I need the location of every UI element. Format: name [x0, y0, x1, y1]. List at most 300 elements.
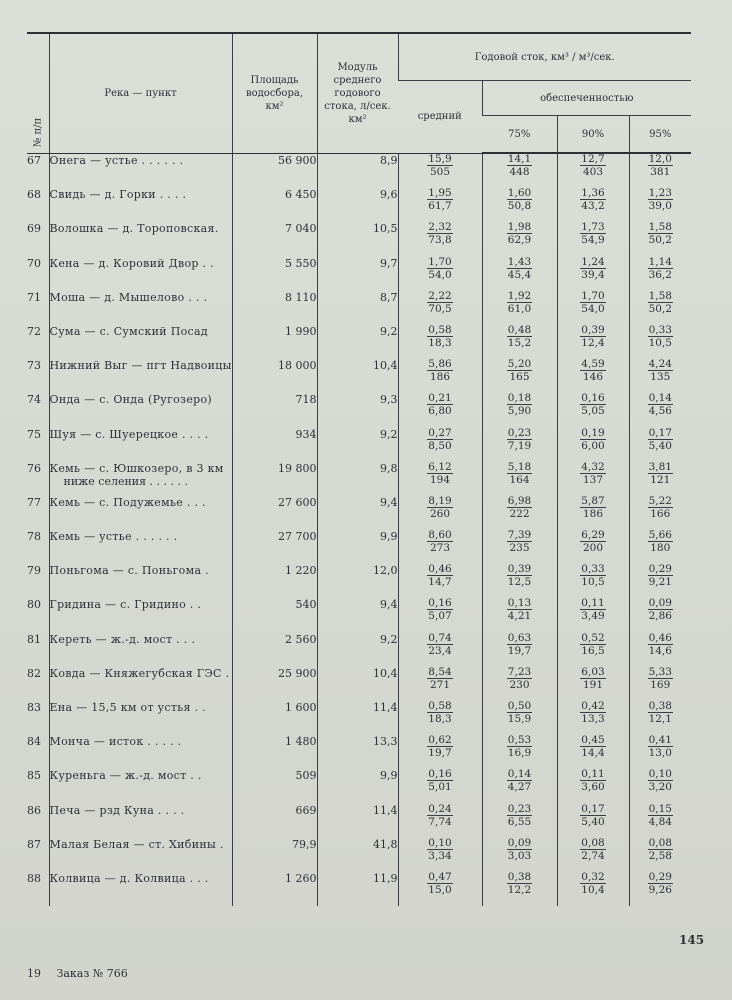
- row-number: 76: [27, 461, 41, 475]
- volume-km3: 1,14: [648, 255, 672, 268]
- discharge-m3s: 10,4: [581, 883, 605, 896]
- mean-cell: [398, 496, 482, 530]
- row-number: 68: [27, 188, 41, 202]
- volume-km3: 0,29: [648, 563, 672, 576]
- discharge-m3s: 45,4: [507, 268, 532, 281]
- river-point: Ена — 15,5 км от устья . .: [49, 701, 206, 714]
- discharge-m3s: 36,2: [648, 268, 672, 281]
- fraction: [580, 564, 605, 587]
- header-river: Река — пункт: [49, 33, 232, 153]
- discharge-m3s: 12,5: [507, 576, 532, 589]
- module-cell: 9,2: [317, 428, 398, 462]
- p95-cell: [629, 701, 691, 735]
- fraction: [580, 257, 605, 280]
- discharge-m3s: 50,2: [648, 234, 672, 247]
- p95-cell: [629, 291, 691, 325]
- fraction: [580, 838, 605, 861]
- fraction: [427, 291, 452, 314]
- volume-km3: 0,62: [428, 734, 452, 747]
- module-cell: 11,4: [317, 701, 398, 735]
- fraction: [648, 667, 673, 690]
- river-point: Онега — устье . . . . . .: [49, 154, 184, 167]
- discharge-m3s: 12,4: [581, 336, 605, 349]
- fraction: [427, 735, 452, 758]
- fraction: [427, 667, 452, 690]
- header-module: Модуль среднего годового стока, л/сек. км²: [317, 33, 398, 153]
- area-cell: 25 900: [232, 667, 317, 701]
- p95-cell: [629, 769, 691, 803]
- row-number: 70: [27, 256, 41, 270]
- river-point: Ковда — Княжегубская ГЭС .: [49, 666, 230, 680]
- p75-cell: [482, 598, 557, 632]
- volume-km3: 1,43: [507, 255, 532, 268]
- discharge-m3s: 5,01: [428, 781, 452, 794]
- fraction: [580, 359, 605, 382]
- volume-km3: 4,24: [648, 358, 672, 371]
- volume-km3: 5,18: [507, 460, 532, 473]
- table-row: [27, 667, 691, 701]
- fraction: [580, 633, 605, 656]
- volume-km3: 0,38: [507, 870, 532, 883]
- volume-km3: 0,38: [648, 700, 672, 712]
- mean-cell: [398, 701, 482, 735]
- row-number: 78: [27, 530, 41, 544]
- discharge-m3s: 186: [429, 371, 451, 384]
- fraction: [507, 291, 532, 314]
- volume-km3: 5,33: [648, 665, 672, 678]
- p75-cell: [482, 701, 557, 735]
- volume-km3: 0,23: [507, 426, 532, 439]
- p90-cell: [557, 428, 629, 462]
- river-cell: [49, 188, 232, 222]
- discharge-m3s: 3,49: [581, 610, 605, 623]
- p90-cell: [557, 769, 629, 803]
- area-cell: 27 700: [232, 530, 317, 564]
- table-row: [27, 393, 691, 427]
- table-row: [27, 564, 691, 598]
- discharge-m3s: 4,56: [648, 405, 672, 418]
- river-cell: [49, 701, 232, 735]
- river-point: Малая Белая — ст. Хибины .: [49, 837, 224, 851]
- discharge-m3s: 12,2: [507, 883, 532, 896]
- volume-km3: 0,32: [581, 870, 605, 883]
- volume-km3: 2,22: [428, 289, 452, 302]
- volume-km3: 0,23: [507, 802, 532, 815]
- volume-km3: 0,52: [581, 631, 605, 644]
- p75-cell: [482, 188, 557, 222]
- p95-cell: [629, 872, 691, 906]
- fraction: [580, 325, 605, 348]
- discharge-m3s: 54,9: [581, 234, 605, 247]
- fraction: [648, 564, 673, 587]
- volume-km3: 5,22: [648, 494, 672, 507]
- volume-km3: 0,14: [648, 392, 672, 405]
- fraction: [580, 462, 605, 485]
- row-number: 81: [27, 632, 41, 646]
- mean-cell: [398, 598, 482, 632]
- river-cell: [49, 257, 232, 291]
- river-point: Шуя — с. Шуерецкое . . . .: [49, 427, 209, 441]
- mean-cell: [398, 359, 482, 393]
- volume-km3: 1,92: [507, 289, 532, 302]
- volume-km3: 1,95: [428, 187, 452, 200]
- discharge-m3s: 10,5: [648, 336, 672, 349]
- area-cell: 2 560: [232, 633, 317, 667]
- discharge-m3s: 5,90: [507, 405, 532, 418]
- module-cell: 9,2: [317, 633, 398, 667]
- discharge-m3s: 180: [650, 542, 671, 555]
- table-row: [27, 838, 691, 872]
- fraction: [427, 154, 452, 177]
- p75-cell: [482, 496, 557, 530]
- fraction: [580, 428, 605, 451]
- p95-cell: [629, 393, 691, 427]
- p90-cell: [557, 291, 629, 325]
- fraction: [427, 188, 452, 211]
- discharge-m3s: 2,58: [648, 849, 672, 862]
- p75-cell: [482, 359, 557, 393]
- p75-cell: [482, 291, 557, 325]
- fraction: [580, 291, 605, 314]
- volume-km3: 5,86: [428, 358, 452, 371]
- discharge-m3s: 4,27: [507, 781, 532, 794]
- discharge-m3s: 13,3: [581, 713, 605, 725]
- fraction: [507, 838, 532, 861]
- discharge-m3s: 3,20: [648, 781, 672, 794]
- p75-cell: [482, 462, 557, 496]
- fraction: [580, 393, 605, 416]
- volume-km3: 0,16: [428, 597, 452, 610]
- p95-cell: [629, 530, 691, 564]
- discharge-m3s: 230: [509, 678, 530, 691]
- header-mean: средний: [417, 111, 462, 123]
- area-cell: 18 000: [232, 359, 317, 393]
- area-cell: 1 600: [232, 701, 317, 735]
- river-point: Сума — с. Сумский Посад: [49, 324, 208, 338]
- volume-km3: 0,33: [581, 563, 605, 576]
- river-point: Онда — с. Онда (Ругозеро): [49, 393, 213, 407]
- fraction: [648, 838, 673, 861]
- table-row: [27, 257, 691, 291]
- fraction: [648, 735, 673, 758]
- discharge-m3s: 260: [429, 507, 451, 520]
- fraction: [648, 496, 673, 519]
- river-cell: [49, 633, 232, 667]
- volume-km3: 5,66: [648, 529, 672, 542]
- fraction: [427, 359, 452, 382]
- discharge-m3s: 273: [429, 542, 451, 555]
- discharge-m3s: 169: [650, 678, 671, 691]
- fraction: [427, 325, 452, 348]
- volume-km3: 0,46: [648, 631, 672, 644]
- row-number: 67: [27, 154, 41, 167]
- fraction: [580, 188, 605, 211]
- area-cell: 6 450: [232, 188, 317, 222]
- p75-cell: [482, 257, 557, 291]
- volume-km3: 0,11: [581, 768, 605, 781]
- volume-km3: 7,39: [507, 529, 532, 542]
- p90-cell: [557, 838, 629, 872]
- header-annual-flow: Годовой сток, км³ / м³/сек.: [398, 33, 691, 81]
- discharge-m3s: 6,00: [581, 439, 605, 452]
- volume-km3: 0,39: [581, 323, 605, 336]
- fraction: [648, 804, 673, 827]
- p90-cell: [557, 222, 629, 256]
- fraction: [648, 359, 673, 382]
- river-point: Свидь — д. Горки . . . .: [49, 188, 187, 202]
- row-number: 77: [27, 495, 41, 509]
- volume-km3: 12,0: [648, 153, 672, 165]
- volume-km3: 6,98: [507, 494, 532, 507]
- volume-km3: 0,09: [648, 597, 672, 610]
- volume-km3: 6,12: [428, 460, 452, 473]
- fraction: [507, 359, 532, 382]
- river-cell: [49, 325, 232, 359]
- river-cell: [49, 598, 232, 632]
- p75-cell: [482, 564, 557, 598]
- p75-cell: [482, 804, 557, 838]
- mean-cell: [398, 530, 482, 564]
- table-row: [27, 325, 691, 359]
- discharge-m3s: 235: [509, 542, 530, 555]
- discharge-m3s: 4,21: [507, 610, 532, 623]
- mean-cell: [398, 872, 482, 906]
- fraction: [580, 735, 605, 758]
- mean-cell: [398, 838, 482, 872]
- volume-km3: 0,46: [428, 563, 452, 576]
- discharge-m3s: 4,84: [648, 815, 672, 828]
- fraction: [580, 804, 605, 827]
- discharge-m3s: 186: [582, 507, 604, 520]
- volume-km3: 1,36: [581, 187, 605, 200]
- volume-km3: 0,47: [428, 870, 452, 883]
- discharge-m3s: 23,4: [428, 644, 452, 657]
- river-cell: [49, 222, 232, 256]
- volume-km3: 0,42: [581, 700, 605, 712]
- row-number: 80: [27, 598, 41, 612]
- p95-cell: [629, 804, 691, 838]
- p90-cell: [557, 804, 629, 838]
- p75-cell: [482, 735, 557, 769]
- p95-cell: [629, 359, 691, 393]
- volume-km3: 0,39: [507, 563, 532, 576]
- volume-km3: 4,59: [581, 358, 605, 371]
- p90-cell: [557, 154, 629, 189]
- fraction: [507, 325, 532, 348]
- fraction: [507, 428, 532, 451]
- fraction: [427, 769, 452, 792]
- module-cell: 13,3: [317, 735, 398, 769]
- p90-cell: [557, 633, 629, 667]
- fraction: [507, 633, 532, 656]
- discharge-m3s: 146: [582, 371, 604, 384]
- fraction: [648, 393, 673, 416]
- table-row: [27, 633, 691, 667]
- p90-cell: [557, 530, 629, 564]
- module-cell: 11,4: [317, 804, 398, 838]
- area-cell: 5 550: [232, 257, 317, 291]
- river-point: Печа — рзд Куна . . . .: [49, 803, 185, 817]
- fraction: [580, 769, 605, 792]
- fraction: [427, 496, 452, 519]
- river-cell: [49, 154, 232, 189]
- row-number: 87: [27, 837, 41, 851]
- discharge-m3s: 61,0: [507, 302, 532, 315]
- volume-km3: 0,41: [648, 734, 672, 747]
- area-cell: 540: [232, 598, 317, 632]
- p95-cell: [629, 598, 691, 632]
- p90-cell: [557, 188, 629, 222]
- fraction: [648, 701, 673, 724]
- mean-cell: [398, 393, 482, 427]
- module-cell: 10,4: [317, 667, 398, 701]
- discharge-m3s: 121: [650, 473, 671, 486]
- river-point: Поньгома — с. Поньгома .: [49, 564, 209, 578]
- volume-km3: 0,09: [507, 836, 532, 849]
- area-cell: 1 990: [232, 325, 317, 359]
- discharge-m3s: 200: [582, 542, 604, 555]
- p75-cell: [482, 428, 557, 462]
- p75-cell: [482, 222, 557, 256]
- river-point: Кена — д. Коровий Двор . .: [49, 256, 214, 270]
- discharge-m3s: 164: [509, 473, 530, 486]
- fraction: [648, 257, 673, 280]
- river-point: Нижний Выг — пгт Надвоицы: [49, 359, 232, 373]
- volume-km3: 12,7: [581, 153, 605, 165]
- module-cell: 9,2: [317, 325, 398, 359]
- discharge-m3s: 5,05: [581, 405, 605, 418]
- fraction: [427, 701, 452, 724]
- table-body: [27, 154, 691, 907]
- fraction: [648, 633, 673, 656]
- module-cell: 10,4: [317, 359, 398, 393]
- p95-cell: [629, 496, 691, 530]
- discharge-m3s: 39,4: [581, 268, 605, 281]
- river-cell: [49, 291, 232, 325]
- discharge-m3s: 18,3: [428, 336, 452, 349]
- row-number: 88: [27, 871, 41, 885]
- discharge-m3s: 39,0: [648, 200, 672, 213]
- discharge-m3s: 9,21: [648, 576, 672, 589]
- row-number: 86: [27, 803, 41, 817]
- volume-km3: 6,29: [581, 529, 605, 542]
- mean-cell: [398, 154, 482, 189]
- discharge-m3s: 70,5: [428, 302, 452, 315]
- fraction: [648, 769, 673, 792]
- volume-km3: 5,20: [507, 358, 532, 371]
- fraction: [507, 257, 532, 280]
- p75-cell: [482, 769, 557, 803]
- volume-km3: 1,58: [648, 289, 672, 302]
- discharge-m3s: 5,40: [581, 815, 605, 828]
- volume-km3: 1,60: [507, 187, 532, 200]
- area-cell: 7 040: [232, 222, 317, 256]
- p95-cell: [629, 564, 691, 598]
- river-cell: [49, 564, 232, 598]
- river-point: Колвица — д. Колвица . . .: [49, 871, 209, 885]
- river-point: Волошка — д. Тороповская.: [49, 222, 219, 236]
- fraction: [507, 872, 532, 895]
- discharge-m3s: 448: [509, 166, 530, 178]
- table-row: [27, 291, 691, 325]
- footer-note: [27, 967, 128, 980]
- fraction: [580, 530, 605, 553]
- volume-km3: 1,70: [581, 289, 605, 302]
- discharge-m3s: 2,86: [648, 610, 672, 623]
- p95-cell: [629, 667, 691, 701]
- area-cell: 669: [232, 804, 317, 838]
- river-point: Кемь — с. Подужемье . . .: [49, 495, 206, 509]
- table-row: [27, 701, 691, 735]
- discharge-m3s: 14,4: [581, 747, 605, 760]
- p90-cell: [557, 496, 629, 530]
- p75-cell: [482, 633, 557, 667]
- river-point: Кемь — с. Юшкозеро, в 3 км: [49, 461, 224, 475]
- p95-cell: [629, 735, 691, 769]
- volume-km3: 14,1: [507, 153, 532, 165]
- volume-km3: 4,32: [581, 460, 605, 473]
- discharge-m3s: 12,1: [648, 713, 672, 725]
- volume-km3: 0,10: [428, 836, 452, 849]
- discharge-m3s: 16,9: [507, 747, 532, 760]
- discharge-m3s: 403: [582, 166, 604, 178]
- mean-cell: [398, 222, 482, 256]
- volume-km3: 0,17: [648, 426, 672, 439]
- mean-cell: [398, 462, 482, 496]
- fraction: [507, 222, 532, 245]
- volume-km3: 0,24: [428, 802, 452, 815]
- p90-cell: [557, 257, 629, 291]
- area-cell: 19 800: [232, 462, 317, 496]
- river-point: Моша — д. Мышелово . . .: [49, 290, 208, 304]
- fraction: [427, 633, 452, 656]
- table-row: [27, 530, 691, 564]
- discharge-m3s: 54,0: [428, 268, 452, 281]
- volume-km3: 0,27: [428, 426, 452, 439]
- volume-km3: 8,54: [428, 665, 452, 678]
- p95-cell: [629, 188, 691, 222]
- discharge-m3s: 15,2: [507, 336, 532, 349]
- order-number: Заказ № 766: [56, 967, 128, 980]
- fraction: [507, 530, 532, 553]
- discharge-m3s: 54,0: [581, 302, 605, 315]
- discharge-m3s: 6,55: [507, 815, 532, 828]
- mean-cell: [398, 804, 482, 838]
- river-point: Куреньга — ж.-д. мост . .: [49, 769, 202, 783]
- fraction: [507, 154, 532, 177]
- volume-km3: 0,11: [581, 597, 605, 610]
- area-cell: 1 480: [232, 735, 317, 769]
- fraction: [427, 257, 452, 280]
- volume-km3: 0,33: [648, 323, 672, 336]
- table-row: [27, 359, 691, 393]
- p95-cell: [629, 428, 691, 462]
- table-row: [27, 154, 691, 189]
- volume-km3: 0,08: [581, 836, 605, 849]
- volume-km3: 0,63: [507, 631, 532, 644]
- volume-km3: 0,48: [507, 323, 532, 336]
- mean-cell: [398, 428, 482, 462]
- row-number: 75: [27, 427, 41, 441]
- fraction: [580, 222, 605, 245]
- fraction: [507, 667, 532, 690]
- fraction: [648, 428, 673, 451]
- discharge-m3s: 50,8: [507, 200, 532, 213]
- header-p75: 75%: [482, 116, 557, 153]
- p95-cell: [629, 462, 691, 496]
- row-number: 82: [27, 666, 41, 680]
- volume-km3: 0,19: [581, 426, 605, 439]
